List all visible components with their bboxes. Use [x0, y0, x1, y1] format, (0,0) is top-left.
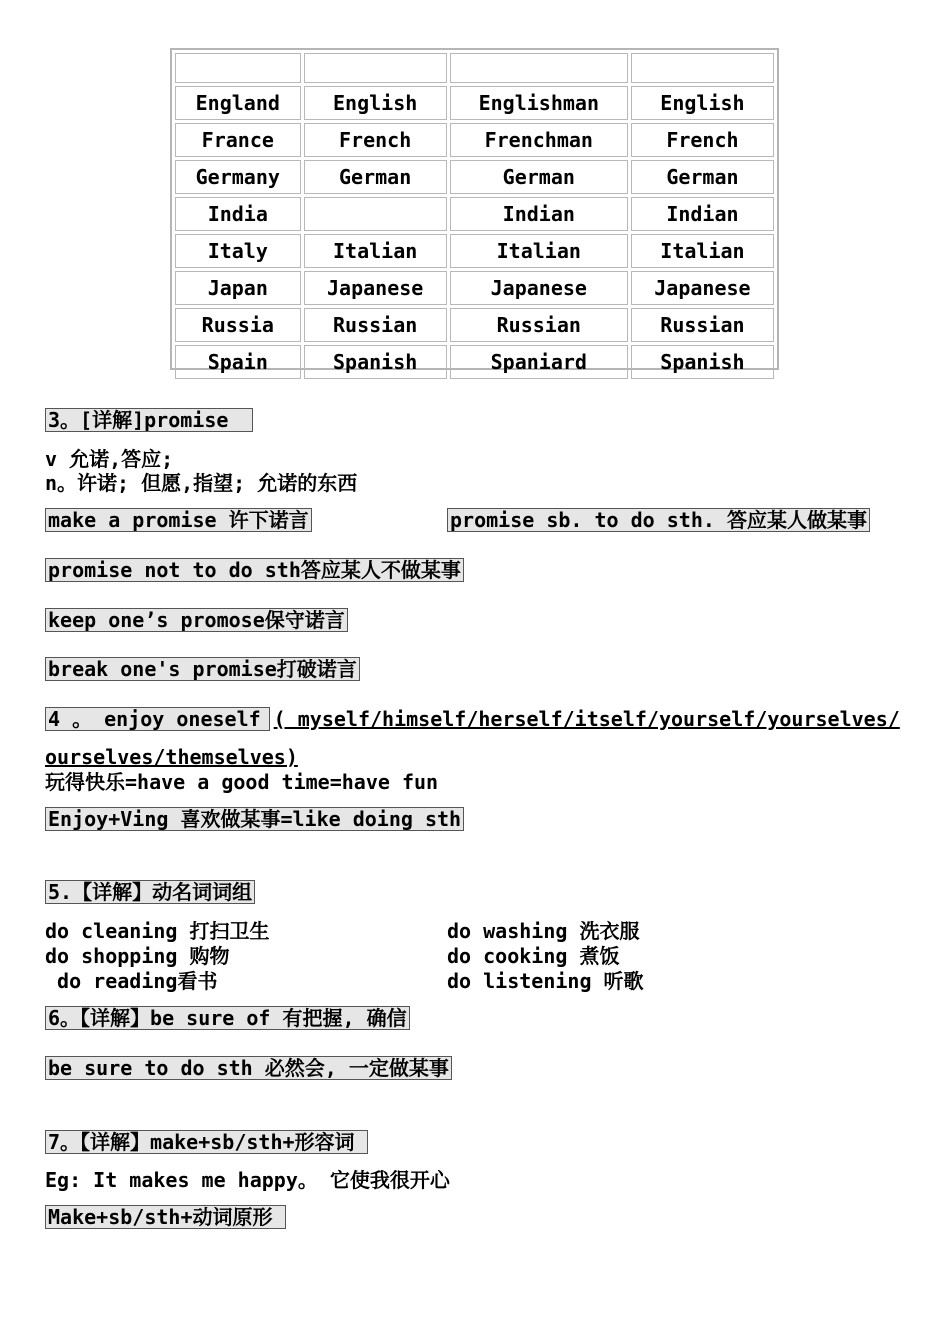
- table-cell: German: [631, 160, 774, 194]
- table-cell: Italian: [304, 234, 447, 268]
- table-cell: Spanish: [304, 345, 447, 379]
- table-cell: Japanese: [450, 271, 628, 305]
- table-cell: Russian: [450, 308, 628, 342]
- example-sentence: Eg: It makes me happy。 它使我很开心: [45, 1168, 450, 1192]
- gerund-left-item: do reading看书: [45, 969, 218, 993]
- phrase-row: [447, 508, 870, 532]
- promise-noun-meaning: n。许诺; 但愿,指望; 允诺的东西: [45, 471, 358, 495]
- phrase-row: [45, 657, 360, 681]
- table-row: [175, 123, 774, 157]
- table-row: [175, 197, 774, 231]
- section-6: [45, 1006, 410, 1030]
- table-cell: England: [175, 86, 301, 120]
- table-row: [175, 234, 774, 268]
- phrase-enjoy-ving: Enjoy+Ving 喜欢做某事=like doing sth: [45, 807, 464, 831]
- phrase-row: [45, 807, 464, 831]
- table-cell: German: [450, 160, 628, 194]
- table-cell: Frenchman: [450, 123, 628, 157]
- phrase-row: [45, 558, 464, 582]
- table-cell: Russia: [175, 308, 301, 342]
- table-row: [175, 160, 774, 194]
- gerund-left-item: do cleaning 打扫卫生: [45, 919, 270, 943]
- gerund-right-item: do washing 洗衣服: [447, 919, 640, 943]
- table-header-row: [175, 53, 774, 83]
- nationality-table: [170, 48, 779, 374]
- header-cell: [631, 53, 774, 83]
- table-row: [175, 271, 774, 305]
- phrase-be-sure-to: be sure to do sth 必然会, 一定做某事: [45, 1056, 452, 1080]
- reflexive-pronouns-line2: ourselves/themselves): [45, 745, 298, 769]
- header-cell: [450, 53, 628, 83]
- table-cell: Spain: [175, 345, 301, 379]
- table-cell: Italy: [175, 234, 301, 268]
- phrase-make-promise: make a promise 许下诺言: [45, 508, 312, 532]
- header-cell: [304, 53, 447, 83]
- section-3-heading: 3。[详解]promise: [45, 408, 253, 432]
- table-row: [175, 345, 774, 379]
- table-cell: India: [175, 197, 301, 231]
- table-cell: Italian: [631, 234, 774, 268]
- phrase-make-verb: Make+sb/sth+动词原形: [45, 1205, 286, 1229]
- table-cell: Englishman: [450, 86, 628, 120]
- phrase-keep-promise: keep one’s promose保守诺言: [45, 608, 348, 632]
- table-cell: Spanish: [631, 345, 774, 379]
- table-cell: French: [304, 123, 447, 157]
- promise-verb-meaning: v 允诺,答应;: [45, 447, 174, 471]
- table-cell: Italian: [450, 234, 628, 268]
- section-5: [45, 880, 255, 904]
- table-cell: France: [175, 123, 301, 157]
- phrase-row: [45, 608, 348, 632]
- phrase-row: [45, 508, 312, 532]
- table-cell: French: [631, 123, 774, 157]
- have-fun-meaning: 玩得快乐=have a good time=have fun: [45, 770, 439, 794]
- section-3: [45, 408, 253, 432]
- reflexive-pronouns-line1: ( myself/himself/herself/itself/yourself/yourselves/: [273, 707, 900, 731]
- phrase-promise-not: promise not to do sth答应某人不做某事: [45, 558, 464, 582]
- phrase-break-promise: break one's promise打破诺言: [45, 657, 360, 681]
- section-6-heading: 6。【详解】be sure of 有把握, 确信: [45, 1006, 410, 1030]
- header-cell: [175, 53, 301, 83]
- table-cell: Japan: [175, 271, 301, 305]
- gerund-left-item: do shopping 购物: [45, 944, 230, 968]
- phrase-row: [45, 1056, 452, 1080]
- phrase-row: [45, 1205, 286, 1229]
- table-cell: English: [631, 86, 774, 120]
- table-cell: [304, 197, 447, 231]
- section-4-heading: 4 。 enjoy oneself: [45, 707, 270, 731]
- table-cell: Indian: [631, 197, 774, 231]
- phrase-promise-sb: promise sb. to do sth. 答应某人做某事: [447, 508, 870, 532]
- table-row: [175, 86, 774, 120]
- table-cell: Indian: [450, 197, 628, 231]
- table-cell: Spaniard: [450, 345, 628, 379]
- table-cell: Russian: [631, 308, 774, 342]
- nationality-grid: [172, 50, 777, 382]
- table-cell: Russian: [304, 308, 447, 342]
- section-7: [45, 1130, 368, 1154]
- table-cell: German: [304, 160, 447, 194]
- table-cell: English: [304, 86, 447, 120]
- table-cell: Germany: [175, 160, 301, 194]
- table-row: [175, 308, 774, 342]
- section-7-heading: 7。【详解】make+sb/sth+形容词: [45, 1130, 368, 1154]
- gerund-right-item: do cooking 煮饭: [447, 944, 620, 968]
- gerund-right-item: do listening 听歌: [447, 969, 644, 993]
- section-5-heading: 5.【详解】动名词词组: [45, 880, 255, 904]
- table-cell: Japanese: [304, 271, 447, 305]
- table-cell: Japanese: [631, 271, 774, 305]
- section-4: [45, 707, 900, 731]
